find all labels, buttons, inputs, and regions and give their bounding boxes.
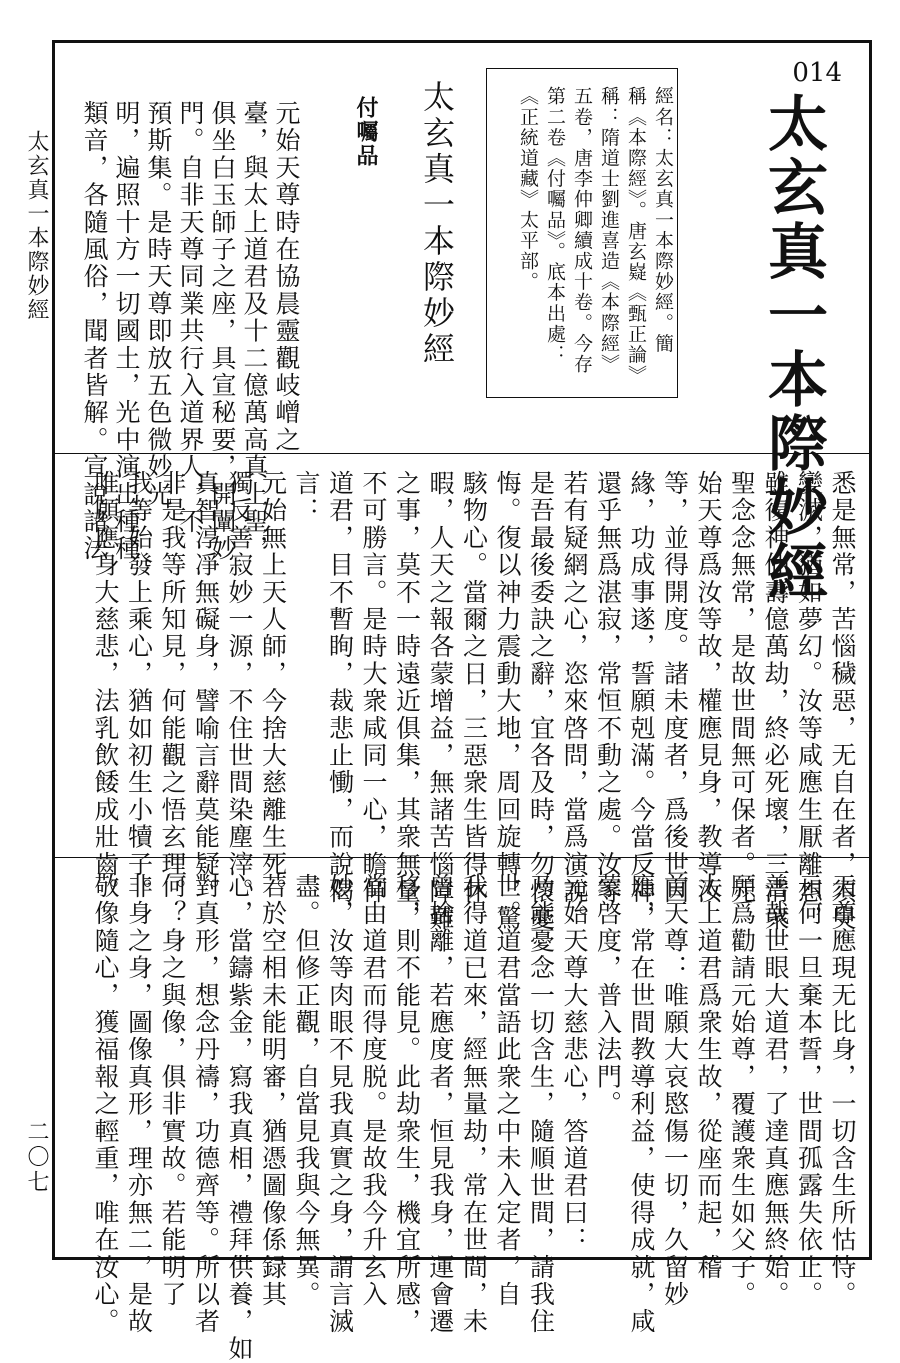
- text-column: 變滅，猶如夢幻。汝等咸應生厭離想，: [794, 470, 824, 933]
- info-column: 稱：隋道士劉進喜造《本際經》: [598, 86, 620, 375]
- text-column: 當由道君而得度脱。是故我今升玄入: [359, 873, 388, 1309]
- text-column: 等，並得開度。諸未度者，爲後世因: [660, 470, 690, 906]
- text-column: 元始天尊時在協晨靈觀岐嶒之: [272, 100, 301, 454]
- text-column: 還乎無爲湛寂，常恒不動之處。汝等: [593, 470, 623, 906]
- text-column: 若於空相未能明審，猶憑圖像係録其: [258, 873, 288, 1309]
- text-column: 太上道君爲衆生故，從座而起，稽: [694, 873, 723, 1281]
- text-column: 敬像隨心，獲福報之輕重，唯在汝心。: [91, 873, 120, 1336]
- text-column: 天尊應現无比身，一切含生所怙恃。: [828, 873, 857, 1309]
- text-column: 臺，與太上道君及十二億萬高真上聖，: [240, 100, 269, 563]
- document-title: 太玄真一本際妙經: [758, 92, 828, 604]
- page-number: 二〇七: [24, 1120, 49, 1195]
- text-column: 願爲勸請元始尊，覆護衆生如父子。: [727, 873, 757, 1309]
- text-column: 元始無上天人師，今捨大慈離生死。: [258, 470, 288, 906]
- text-column: 善哉世眼大道君，了達真應無終始。: [761, 873, 790, 1309]
- text-column: 盡。但修正觀，自當見我與今無異。: [292, 873, 321, 1309]
- text-column: 獨反善寂妙一源，不住世間染塵滓。: [225, 470, 254, 906]
- info-column: 經名：太玄真一本際妙經。簡: [652, 86, 674, 354]
- info-column: 稱《本際經》。唐玄嶷《甄正論》: [625, 86, 647, 386]
- info-column: 五卷，唐李仲卿續成十卷。今存: [571, 86, 593, 375]
- text-column: 聖念念無常，是故世間無可保者。元: [727, 470, 757, 906]
- text-column: 非身之身，圖像真形，理亦無二，是故: [124, 873, 154, 1336]
- chapter-title: 付囑品: [353, 96, 379, 168]
- text-column: 道君，目不暫眴，裁悲止慟，而說偈: [325, 470, 355, 906]
- text-column: 元始天尊大慈悲心，答道君曰：: [560, 873, 589, 1254]
- text-column: 非是我等所知見，何能觀之悟玄理。: [158, 470, 187, 906]
- text-column: 暇，人天之報各蒙增益，無諸苦惱障難: [426, 470, 455, 933]
- running-title: 太玄真一本際妙經: [24, 130, 49, 322]
- text-column: 應，常在世間教導利益，使得成就，咸: [627, 873, 656, 1336]
- text-column: 是吾最後委訣之辭，宜各及時，勿懷憂: [526, 470, 556, 933]
- text-column: 曾捨離，若應度者，恒見我身，運會遷: [426, 873, 455, 1336]
- text-column: 若有疑網之心，恣來啓問，當爲演說。: [560, 470, 589, 933]
- text-column: 心，當鑄紫金，寫我真相，禮拜供養，如: [225, 873, 254, 1363]
- text-column: 明，遍照十方一切國土，光中演出種種: [112, 100, 141, 563]
- text-column: 不可勝言。是時大衆咸同一心，瞻仰: [359, 470, 388, 906]
- text-column: 之事，莫不一時遠近俱集，其衆無量，: [392, 470, 422, 933]
- document-number: 014: [792, 58, 842, 88]
- text-column: 移，則不能見。此劫衆生，機宜所感，: [392, 873, 422, 1336]
- text-column: 唯願應身大慈悲，法乳飲餧成壯齒。: [91, 470, 120, 906]
- info-column: 第二卷《付囑品》。底本出處：: [544, 86, 566, 365]
- text-column: 我得道已來，經無量劫，常在世間，未: [459, 873, 489, 1336]
- text-column: 緣，功成事遂，誓願剋滿。今當反神，: [627, 470, 656, 933]
- info-column: 《正統道藏》太平部。: [517, 86, 539, 292]
- text-column: 何？身之與像，俱非實故。若能明了: [158, 873, 187, 1309]
- text-column: 真智淳凈無礙身，譬喻言辭莫能疑。: [191, 470, 221, 906]
- text-column: 言：: [292, 470, 321, 525]
- text-column: 始天尊爲汝等故，權應見身，教導汝: [694, 470, 723, 906]
- text-column: 駭物心。當爾之日，三惡衆生皆得休: [459, 470, 489, 906]
- text-column: 門。自非天尊同業共行入道界人，不: [176, 100, 205, 536]
- scripture-title: 太玄真一本際妙經: [418, 80, 456, 368]
- text-column: 我等始發上乘心，猶如初生小犢子。: [124, 470, 154, 906]
- text-column: 雖復神仙壽億萬劫，終必死壞，三清衆: [761, 470, 790, 933]
- text-column: 首天尊：唯願大哀愍傷一切，久留妙: [660, 873, 690, 1309]
- text-column: 云何一旦棄本誓，世間孤露失依止。: [794, 873, 824, 1309]
- text-column: 悔。復以神力震動大地，周回旋轉，驚: [493, 470, 522, 933]
- text-column: 乃能憂念一切含生，隨順世間，請我住: [526, 873, 556, 1336]
- text-column: 妙，汝等肉眼不見我真實之身，謂言滅: [325, 873, 355, 1336]
- text-column: 預斯集。是時天尊即放五色微妙光: [144, 100, 173, 508]
- text-column: 蒙啓度，普入法門。: [593, 873, 623, 1118]
- text-column: 俱坐白玉師子之座，具宣秘要，開闡妙: [208, 100, 237, 563]
- text-column: 類音，各隨風俗，聞者皆解。宣說諸法: [80, 100, 109, 563]
- text-column: 世。道君當語此衆之中未入定者，自: [493, 873, 522, 1309]
- text-column: 對真形，想念丹禱，功德齊等。所以者: [191, 873, 221, 1336]
- section-divider-top: [52, 453, 872, 454]
- text-column: 悉是無常，苦惱穢惡，无自在者，須臾: [828, 470, 857, 933]
